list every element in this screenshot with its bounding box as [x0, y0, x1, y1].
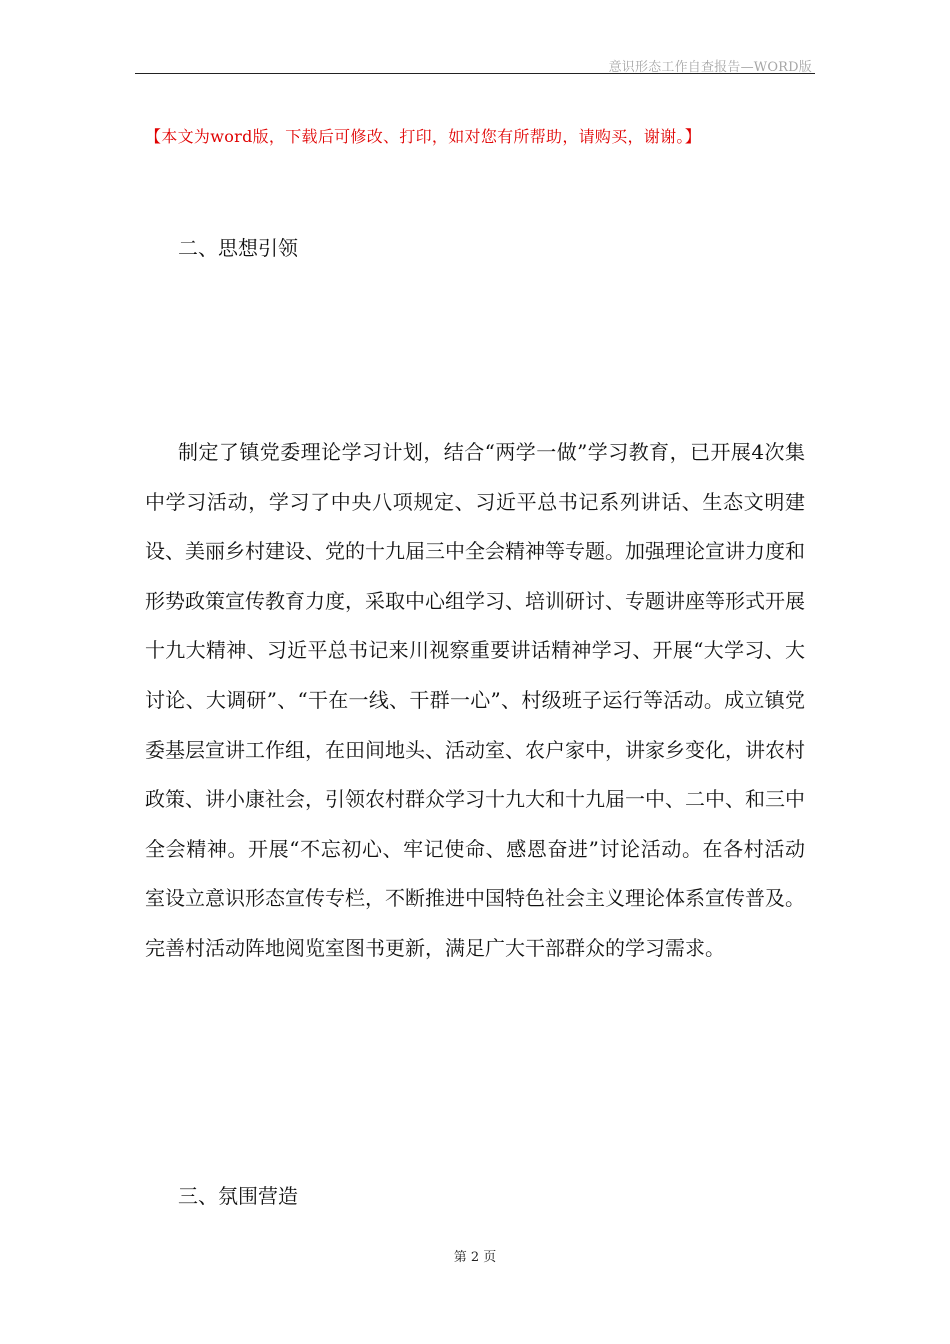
header-rule: [135, 73, 815, 74]
page-number: 第 2 页: [453, 1250, 497, 1265]
section-heading-thought-leadership: 二、思想引领: [178, 236, 298, 260]
section-heading-atmosphere: 三、氛围营造: [178, 1184, 298, 1208]
download-notice: 【本文为word版，下载后可修改、打印，如对您有所帮助，请购买，谢谢。】: [145, 127, 702, 146]
body-paragraph: 制定了镇党委理论学习计划，结合“两学一做”学习教育，已开展4次集中学习活动，学习了中央八项规定、习近平总书记系列讲话、生态文明建设、美丽乡村建设、党的十九届三中全会精神等专题。加强理论宣讲力度和形势政策宣传教育力度，采取中心组学习、培训研讨、专题讲座等形式开展十九大精神、习近平总书记来川视察重要讲话精神学习、开展“大学习、大讨论、大调研”、“干在一线、干群一心”、村级班子运行等活动。成立镇党委基层宣讲工作组，在田间地头、活动室、农户家中，讲家乡变化，讲农村政策、讲小康社会，引领农村群众学习十九大和十九届一中、二中、和三中全会精神。开展“不忘初心、牢记使命、感恩奋进”讨论活动。在各村活动室设立意识形态宣传专栏，不断推进中国特色社会主义理论体系宣传普及。完善村活动阵地阅览室图书更新，满足广大干部群众的学习需求。: [145, 440, 805, 960]
header-title: 意识形态工作自查报告—WORD版: [608, 60, 812, 75]
